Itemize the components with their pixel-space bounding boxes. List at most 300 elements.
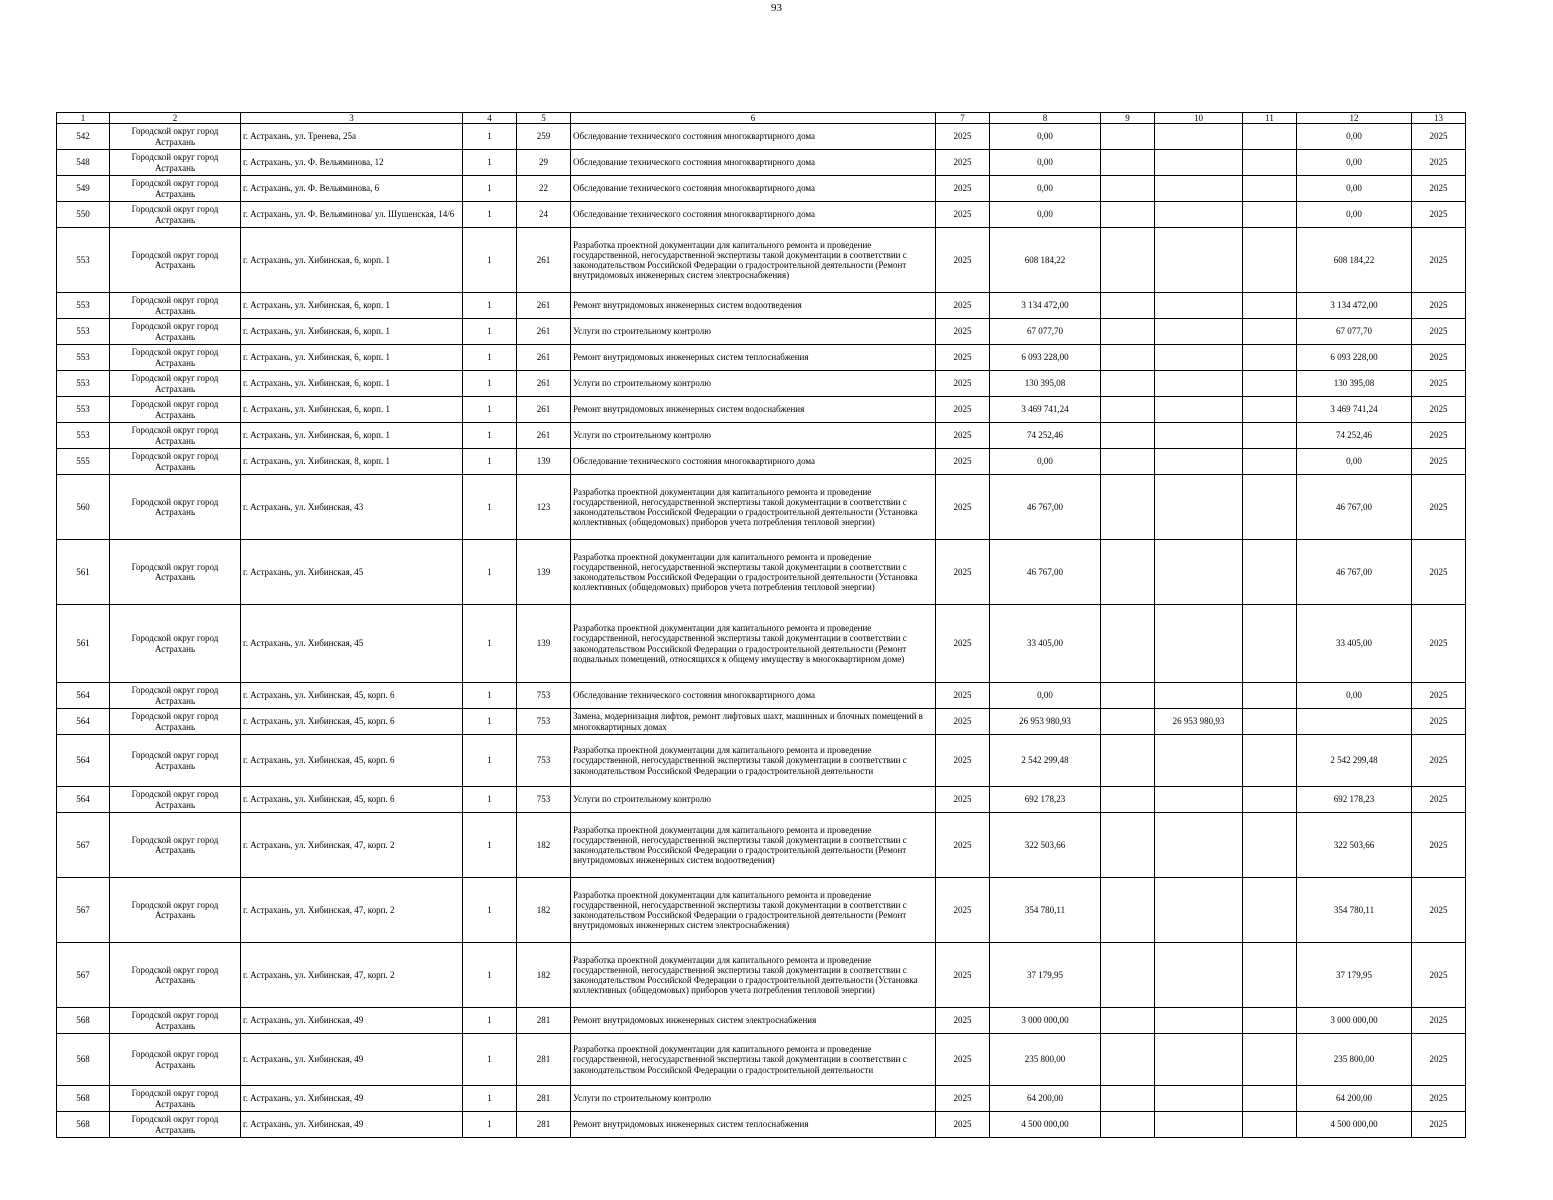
table-cell-col11	[1243, 124, 1297, 150]
table-cell-col9	[1101, 176, 1155, 202]
table-cell-col5: 24	[517, 202, 571, 228]
table-cell-col4: 1	[463, 1034, 517, 1086]
table-cell-col8: 0,00	[990, 449, 1101, 475]
table-row	[57, 1034, 1466, 1086]
column-header: 10	[1155, 113, 1243, 124]
table-cell-col9	[1101, 683, 1155, 709]
table-cell-col3: г. Астрахань, ул. Хибинская, 45	[241, 540, 463, 605]
table-cell-col12: 4 500 000,00	[1297, 1112, 1412, 1138]
table-cell-col6: Разработка проектной документации для капитального ремонта и проведение государственной, негосударственной экспертизы такой документации в соответствии с законодательством Российской Федерации о градостроительной деятельности (Ремонт внутридомовых инженерных систем водоотведения)	[571, 813, 936, 878]
table-cell-col2: Городской округ город Астрахань	[110, 735, 241, 787]
table-row	[57, 540, 1466, 605]
table-cell-col8: 3 000 000,00	[990, 1008, 1101, 1034]
table-cell-col7: 2025	[936, 1086, 990, 1112]
table-cell-col7: 2025	[936, 293, 990, 319]
table-cell-col10	[1155, 319, 1243, 345]
table-cell-col3: г. Астрахань, ул. Хибинская, 6, корп. 1	[241, 228, 463, 293]
table-cell-col13: 2025	[1412, 943, 1466, 1008]
table-cell-col4: 1	[463, 1112, 517, 1138]
table-cell-col3: г. Астрахань, ул. Хибинская, 6, корп. 1	[241, 371, 463, 397]
table-cell-col12: 37 179,95	[1297, 943, 1412, 1008]
table-cell-col3: г. Астрахань, ул. Хибинская, 47, корп. 2	[241, 878, 463, 943]
table-cell-col2: Городской округ город Астрахань	[110, 371, 241, 397]
column-number-row	[57, 113, 1466, 124]
table-cell-col10	[1155, 1034, 1243, 1086]
table-cell-col1: 550	[57, 202, 110, 228]
table-cell-col11	[1243, 319, 1297, 345]
table-cell-col6: Обследование технического состояния многоквартирного дома	[571, 150, 936, 176]
table-cell-col10	[1155, 293, 1243, 319]
table-cell-col11	[1243, 735, 1297, 787]
table-cell-col11	[1243, 605, 1297, 683]
table-cell-col5: 261	[517, 397, 571, 423]
table-row	[57, 176, 1466, 202]
table-cell-col12: 0,00	[1297, 176, 1412, 202]
table-cell-col5: 281	[517, 1034, 571, 1086]
table-row	[57, 683, 1466, 709]
table-cell-col6: Разработка проектной документации для капитального ремонта и проведение государственной, негосударственной экспертизы такой документации в соответствии с законодательством Российской Федерации о градостроительной деятельности (Установка коллективных (общедомовых) приборов учета потребления тепловой энергии)	[571, 540, 936, 605]
table-cell-col11	[1243, 787, 1297, 813]
table-row	[57, 397, 1466, 423]
table-cell-col9	[1101, 540, 1155, 605]
table-cell-col2: Городской округ город Астрахань	[110, 293, 241, 319]
table-cell-col6: Услуги по строительному контролю	[571, 1086, 936, 1112]
column-header: 13	[1412, 113, 1466, 124]
table-cell-col8: 37 179,95	[990, 943, 1101, 1008]
table-cell-col6: Услуги по строительному контролю	[571, 319, 936, 345]
table-cell-col5: 182	[517, 943, 571, 1008]
table-cell-col10	[1155, 475, 1243, 540]
table-cell-col7: 2025	[936, 1008, 990, 1034]
table-cell-col7: 2025	[936, 605, 990, 683]
table-cell-col10	[1155, 228, 1243, 293]
table-cell-col10	[1155, 813, 1243, 878]
table-cell-col9	[1101, 371, 1155, 397]
table-row	[57, 293, 1466, 319]
table-row	[57, 943, 1466, 1008]
table-cell-col7: 2025	[936, 813, 990, 878]
table-cell-col7: 2025	[936, 709, 990, 735]
table-row	[57, 150, 1466, 176]
table-row	[57, 319, 1466, 345]
table-row	[57, 449, 1466, 475]
table-row	[57, 1112, 1466, 1138]
table-cell-col9	[1101, 709, 1155, 735]
table-cell-col8: 692 178,23	[990, 787, 1101, 813]
table-cell-col5: 139	[517, 605, 571, 683]
table-cell-col2: Городской округ город Астрахань	[110, 475, 241, 540]
table-cell-col1: 553	[57, 397, 110, 423]
column-header: 3	[241, 113, 463, 124]
table-cell-col7: 2025	[936, 319, 990, 345]
table-cell-col13: 2025	[1412, 1112, 1466, 1138]
table-row	[57, 345, 1466, 371]
table-row	[57, 475, 1466, 540]
table-cell-col3: г. Астрахань, ул. Хибинская, 49	[241, 1034, 463, 1086]
table-cell-col11	[1243, 345, 1297, 371]
table-cell-col7: 2025	[936, 683, 990, 709]
table-cell-col2: Городской округ город Астрахань	[110, 449, 241, 475]
table-cell-col6: Разработка проектной документации для капитального ремонта и проведение государственной, негосударственной экспертизы такой документации в соответствии с законодательством Российской Федерации о градостроительной деятельности	[571, 735, 936, 787]
table-cell-col4: 1	[463, 813, 517, 878]
column-header: 4	[463, 113, 517, 124]
table-cell-col8: 4 500 000,00	[990, 1112, 1101, 1138]
table-cell-col9	[1101, 1008, 1155, 1034]
table-cell-col9	[1101, 943, 1155, 1008]
table-cell-col9	[1101, 202, 1155, 228]
table-cell-col2: Городской округ город Астрахань	[110, 423, 241, 449]
table-cell-col13: 2025	[1412, 176, 1466, 202]
table-cell-col10	[1155, 345, 1243, 371]
table-cell-col8: 6 093 228,00	[990, 345, 1101, 371]
table-cell-col10	[1155, 605, 1243, 683]
table-cell-col1: 553	[57, 319, 110, 345]
table-cell-col6: Ремонт внутридомовых инженерных систем теплоснабжения	[571, 1112, 936, 1138]
table-cell-col3: г. Астрахань, ул. Хибинская, 45, корп. 6	[241, 683, 463, 709]
column-header: 2	[110, 113, 241, 124]
table-cell-col1: 567	[57, 813, 110, 878]
table-cell-col11	[1243, 813, 1297, 878]
table-cell-col3: г. Астрахань, ул. Хибинская, 6, корп. 1	[241, 345, 463, 371]
table-cell-col8: 608 184,22	[990, 228, 1101, 293]
table-cell-col1: 542	[57, 124, 110, 150]
table-cell-col11	[1243, 228, 1297, 293]
table-cell-col13: 2025	[1412, 228, 1466, 293]
table-cell-col12: 67 077,70	[1297, 319, 1412, 345]
table-cell-col5: 261	[517, 293, 571, 319]
table-cell-col9	[1101, 787, 1155, 813]
table-cell-col8: 0,00	[990, 124, 1101, 150]
table-cell-col7: 2025	[936, 176, 990, 202]
table-cell-col6: Разработка проектной документации для капитального ремонта и проведение государственной, негосударственной экспертизы такой документации в соответствии с законодательством Российской Федерации о градостроительной деятельности (Ремонт подвальных помещений, относящихся к общему имуществу в многоквартирном доме)	[571, 605, 936, 683]
table-cell-col5: 261	[517, 319, 571, 345]
table-cell-col2: Городской округ город Астрахань	[110, 345, 241, 371]
table-row	[57, 1008, 1466, 1034]
table-cell-col8: 0,00	[990, 150, 1101, 176]
table-cell-col6: Услуги по строительному контролю	[571, 787, 936, 813]
table-cell-col4: 1	[463, 605, 517, 683]
table-cell-col1: 568	[57, 1086, 110, 1112]
table-cell-col8: 33 405,00	[990, 605, 1101, 683]
table-row	[57, 124, 1466, 150]
table-cell-col12: 235 800,00	[1297, 1034, 1412, 1086]
table-cell-col4: 1	[463, 397, 517, 423]
table-cell-col9	[1101, 878, 1155, 943]
table-cell-col11	[1243, 176, 1297, 202]
table-cell-col10	[1155, 1112, 1243, 1138]
table-cell-col1: 564	[57, 735, 110, 787]
table-cell-col9	[1101, 124, 1155, 150]
table-cell-col4: 1	[463, 371, 517, 397]
table-row	[57, 371, 1466, 397]
table-cell-col5: 261	[517, 228, 571, 293]
table-row	[57, 202, 1466, 228]
table-cell-col7: 2025	[936, 124, 990, 150]
table-cell-col10	[1155, 202, 1243, 228]
capital-repair-table	[56, 112, 1466, 1138]
table-cell-col8: 67 077,70	[990, 319, 1101, 345]
table-cell-col5: 753	[517, 709, 571, 735]
table-cell-col4: 1	[463, 150, 517, 176]
table-cell-col10: 26 953 980,93	[1155, 709, 1243, 735]
table-cell-col11	[1243, 397, 1297, 423]
table-cell-col6: Обследование технического состояния многоквартирного дома	[571, 449, 936, 475]
table-cell-col3: г. Астрахань, ул. Хибинская, 47, корп. 2	[241, 813, 463, 878]
table-cell-col10	[1155, 878, 1243, 943]
table-cell-col11	[1243, 475, 1297, 540]
table-cell-col1: 567	[57, 878, 110, 943]
table-cell-col8: 130 395,08	[990, 371, 1101, 397]
table-row	[57, 787, 1466, 813]
table-cell-col10	[1155, 371, 1243, 397]
table-cell-col13: 2025	[1412, 397, 1466, 423]
table-cell-col6: Ремонт внутридомовых инженерных систем водоотведения	[571, 293, 936, 319]
table-cell-col13: 2025	[1412, 124, 1466, 150]
table-cell-col8: 235 800,00	[990, 1034, 1101, 1086]
table-cell-col4: 1	[463, 709, 517, 735]
table-cell-col2: Городской округ город Астрахань	[110, 540, 241, 605]
table-cell-col12: 46 767,00	[1297, 540, 1412, 605]
table-cell-col9	[1101, 150, 1155, 176]
table-cell-col4: 1	[463, 540, 517, 605]
table-cell-col3: г. Астрахань, ул. Ф. Вельяминова, 12	[241, 150, 463, 176]
table-cell-col8: 46 767,00	[990, 475, 1101, 540]
table-cell-col4: 1	[463, 293, 517, 319]
table-cell-col6: Замена, модернизация лифтов, ремонт лифтовых шахт, машинных и блочных помещений в многоквартирных домах	[571, 709, 936, 735]
table-cell-col13: 2025	[1412, 878, 1466, 943]
table-cell-col8: 2 542 299,48	[990, 735, 1101, 787]
table-cell-col11	[1243, 540, 1297, 605]
table-cell-col12: 0,00	[1297, 683, 1412, 709]
table-cell-col8: 0,00	[990, 683, 1101, 709]
table-cell-col1: 553	[57, 293, 110, 319]
table-cell-col13: 2025	[1412, 683, 1466, 709]
table-cell-col1: 564	[57, 787, 110, 813]
table-cell-col4: 1	[463, 878, 517, 943]
table-cell-col11	[1243, 449, 1297, 475]
table-cell-col5: 29	[517, 150, 571, 176]
column-header: 1	[57, 113, 110, 124]
table-cell-col1: 568	[57, 1008, 110, 1034]
table-cell-col7: 2025	[936, 943, 990, 1008]
table-cell-col8: 46 767,00	[990, 540, 1101, 605]
table-row	[57, 605, 1466, 683]
table-cell-col5: 753	[517, 683, 571, 709]
table-cell-col13: 2025	[1412, 735, 1466, 787]
table-cell-col3: г. Астрахань, ул. Хибинская, 45, корп. 6	[241, 787, 463, 813]
table-cell-col5: 22	[517, 176, 571, 202]
table-cell-col3: г. Астрахань, ул. Хибинская, 45	[241, 605, 463, 683]
table-cell-col6: Разработка проектной документации для капитального ремонта и проведение государственной, негосударственной экспертизы такой документации в соответствии с законодательством Российской Федерации о градостроительной деятельности (Ремонт внутридомовых инженерных систем электроснабжения)	[571, 228, 936, 293]
table-cell-col10	[1155, 683, 1243, 709]
table-cell-col13: 2025	[1412, 293, 1466, 319]
table-cell-col13: 2025	[1412, 319, 1466, 345]
table-cell-col2: Городской округ город Астрахань	[110, 813, 241, 878]
table-cell-col11	[1243, 371, 1297, 397]
table-cell-col9	[1101, 813, 1155, 878]
table-cell-col5: 753	[517, 735, 571, 787]
table-cell-col13: 2025	[1412, 1086, 1466, 1112]
table-cell-col12: 130 395,08	[1297, 371, 1412, 397]
table-cell-col4: 1	[463, 228, 517, 293]
table-cell-col1: 560	[57, 475, 110, 540]
table-row	[57, 228, 1466, 293]
table-cell-col13: 2025	[1412, 540, 1466, 605]
table-cell-col4: 1	[463, 735, 517, 787]
table-cell-col1: 553	[57, 423, 110, 449]
table-cell-col7: 2025	[936, 1112, 990, 1138]
table-row	[57, 813, 1466, 878]
page-number: 93	[771, 2, 782, 14]
table-cell-col12: 0,00	[1297, 449, 1412, 475]
column-header: 8	[990, 113, 1101, 124]
table-cell-col5: 261	[517, 423, 571, 449]
column-header: 11	[1243, 113, 1297, 124]
table-cell-col5: 261	[517, 371, 571, 397]
table-cell-col5: 281	[517, 1086, 571, 1112]
table-cell-col12: 0,00	[1297, 124, 1412, 150]
table-cell-col4: 1	[463, 475, 517, 540]
table-row	[57, 423, 1466, 449]
table-cell-col5: 182	[517, 813, 571, 878]
table-cell-col11	[1243, 878, 1297, 943]
table-cell-col13: 2025	[1412, 605, 1466, 683]
table-cell-col2: Городской округ город Астрахань	[110, 202, 241, 228]
table-cell-col12: 692 178,23	[1297, 787, 1412, 813]
table-cell-col10	[1155, 943, 1243, 1008]
table-cell-col5: 261	[517, 345, 571, 371]
table-cell-col3: г. Астрахань, ул. Хибинская, 45, корп. 6	[241, 735, 463, 787]
table-cell-col2: Городской округ город Астрахань	[110, 943, 241, 1008]
table-cell-col9	[1101, 228, 1155, 293]
table-cell-col6: Ремонт внутридомовых инженерных систем водоснабжения	[571, 397, 936, 423]
table-cell-col2: Городской округ город Астрахань	[110, 1086, 241, 1112]
table-cell-col7: 2025	[936, 540, 990, 605]
table-cell-col2: Городской округ город Астрахань	[110, 683, 241, 709]
table-cell-col1: 561	[57, 605, 110, 683]
table-cell-col4: 1	[463, 202, 517, 228]
column-header: 6	[571, 113, 936, 124]
table-cell-col3: г. Астрахань, ул. Хибинская, 6, корп. 1	[241, 293, 463, 319]
table-cell-col6: Разработка проектной документации для капитального ремонта и проведение государственной, негосударственной экспертизы такой документации в соответствии с законодательством Российской Федерации о градостроительной деятельности (Ремонт внутридомовых инженерных систем электроснабжения)	[571, 878, 936, 943]
table-cell-col12: 0,00	[1297, 202, 1412, 228]
table-cell-col4: 1	[463, 1086, 517, 1112]
table-row	[57, 709, 1466, 735]
table-cell-col6: Разработка проектной документации для капитального ремонта и проведение государственной, негосударственной экспертизы такой документации в соответствии с законодательством Российской Федерации о градостроительной деятельности	[571, 1034, 936, 1086]
table-cell-col7: 2025	[936, 345, 990, 371]
table-cell-col7: 2025	[936, 878, 990, 943]
table-cell-col12	[1297, 709, 1412, 735]
table-cell-col13: 2025	[1412, 202, 1466, 228]
table-cell-col11	[1243, 150, 1297, 176]
table-cell-col11	[1243, 293, 1297, 319]
table-cell-col8: 3 134 472,00	[990, 293, 1101, 319]
table-cell-col2: Городской округ город Астрахань	[110, 124, 241, 150]
table-cell-col6: Разработка проектной документации для капитального ремонта и проведение государственной, негосударственной экспертизы такой документации в соответствии с законодательством Российской Федерации о градостроительной деятельности (Установка коллективных (общедомовых) приборов учета потребления тепловой энергии)	[571, 943, 936, 1008]
table-cell-col6: Услуги по строительному контролю	[571, 423, 936, 449]
table-cell-col10	[1155, 787, 1243, 813]
table-cell-col11	[1243, 1034, 1297, 1086]
table-cell-col13: 2025	[1412, 1034, 1466, 1086]
table-cell-col9	[1101, 345, 1155, 371]
table-cell-col10	[1155, 449, 1243, 475]
table-cell-col5: 182	[517, 878, 571, 943]
table-cell-col8: 3 469 741,24	[990, 397, 1101, 423]
table-cell-col1: 561	[57, 540, 110, 605]
table-cell-col7: 2025	[936, 787, 990, 813]
table-cell-col1: 553	[57, 228, 110, 293]
table-row	[57, 1086, 1466, 1112]
table-cell-col7: 2025	[936, 475, 990, 540]
table-cell-col1: 555	[57, 449, 110, 475]
table-row	[57, 878, 1466, 943]
table-cell-col12: 322 503,66	[1297, 813, 1412, 878]
table-cell-col2: Городской округ город Астрахань	[110, 150, 241, 176]
table-cell-col3: г. Астрахань, ул. Хибинская, 43	[241, 475, 463, 540]
table-cell-col7: 2025	[936, 228, 990, 293]
table-cell-col6: Обследование технического состояния многоквартирного дома	[571, 683, 936, 709]
table-cell-col6: Разработка проектной документации для капитального ремонта и проведение государственной, негосударственной экспертизы такой документации в соответствии с законодательством Российской Федерации о градостроительной деятельности (Установка коллективных (общедомовых) приборов учета потребления тепловой энергии)	[571, 475, 936, 540]
table-cell-col1: 548	[57, 150, 110, 176]
table-cell-col7: 2025	[936, 449, 990, 475]
table-cell-col3: г. Астрахань, ул. Хибинская, 6, корп. 1	[241, 319, 463, 345]
table-cell-col13: 2025	[1412, 371, 1466, 397]
table-cell-col12: 3 000 000,00	[1297, 1008, 1412, 1034]
table-cell-col12: 354 780,11	[1297, 878, 1412, 943]
table-cell-col3: г. Астрахань, ул. Хибинская, 45, корп. 6	[241, 709, 463, 735]
table-cell-col5: 139	[517, 449, 571, 475]
table-cell-col10	[1155, 1008, 1243, 1034]
table-cell-col9	[1101, 1112, 1155, 1138]
table-cell-col2: Городской округ город Астрахань	[110, 228, 241, 293]
table-cell-col3: г. Астрахань, ул. Хибинская, 6, корп. 1	[241, 397, 463, 423]
table-cell-col2: Городской округ город Астрахань	[110, 787, 241, 813]
table-cell-col12: 46 767,00	[1297, 475, 1412, 540]
table-cell-col2: Городской округ город Астрахань	[110, 709, 241, 735]
table-cell-col8: 74 252,46	[990, 423, 1101, 449]
table-cell-col3: г. Астрахань, ул. Тренева, 25а	[241, 124, 463, 150]
table-cell-col6: Услуги по строительному контролю	[571, 371, 936, 397]
table-cell-col13: 2025	[1412, 1008, 1466, 1034]
table-cell-col4: 1	[463, 787, 517, 813]
table-cell-col10	[1155, 540, 1243, 605]
table-cell-col7: 2025	[936, 735, 990, 787]
table-cell-col8: 26 953 980,93	[990, 709, 1101, 735]
table-cell-col8: 354 780,11	[990, 878, 1101, 943]
column-header: 5	[517, 113, 571, 124]
table-cell-col10	[1155, 423, 1243, 449]
table-cell-col5: 753	[517, 787, 571, 813]
table-cell-col12: 2 542 299,48	[1297, 735, 1412, 787]
table-cell-col8: 0,00	[990, 202, 1101, 228]
table-cell-col8: 64 200,00	[990, 1086, 1101, 1112]
table-row	[57, 735, 1466, 787]
table-cell-col12: 3 134 472,00	[1297, 293, 1412, 319]
table-cell-col10	[1155, 176, 1243, 202]
table-cell-col13: 2025	[1412, 709, 1466, 735]
table-cell-col5: 281	[517, 1112, 571, 1138]
table-cell-col7: 2025	[936, 371, 990, 397]
table-cell-col1: 568	[57, 1112, 110, 1138]
table-cell-col13: 2025	[1412, 423, 1466, 449]
table-cell-col4: 1	[463, 683, 517, 709]
table-cell-col12: 74 252,46	[1297, 423, 1412, 449]
table-cell-col9	[1101, 605, 1155, 683]
table-cell-col1: 568	[57, 1034, 110, 1086]
table-cell-col9	[1101, 397, 1155, 423]
table-cell-col4: 1	[463, 1008, 517, 1034]
table-cell-col11	[1243, 423, 1297, 449]
